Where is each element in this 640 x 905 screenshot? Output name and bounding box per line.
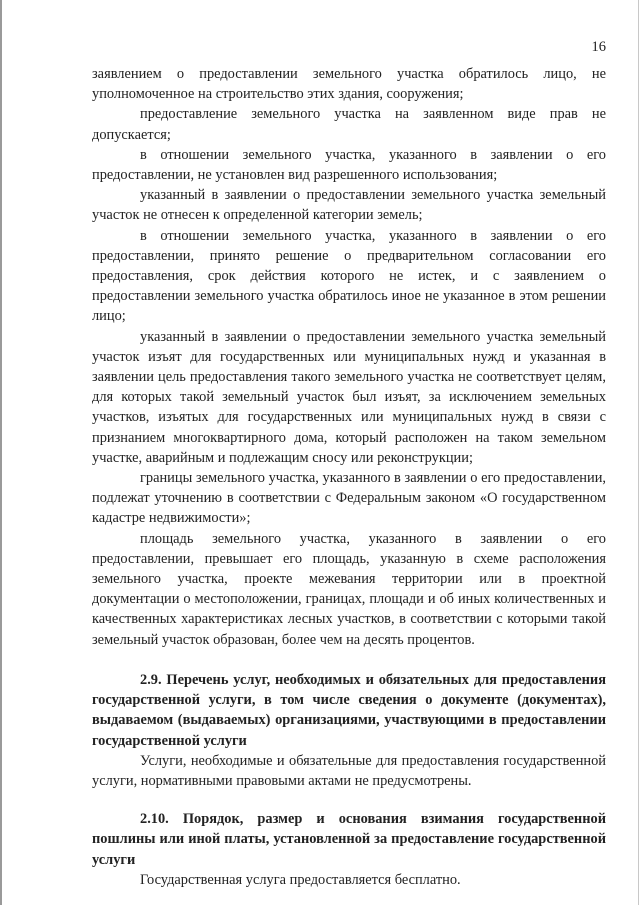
list-item: границы земельного участка, указанного в заявлении о его предоставлении, подлежат уточнению в соответствии с Федеральным законом «О государственном кадастре недвижимости»; <box>92 470 606 527</box>
list-item: площадь земельного участка, указанного в заявлении о его предоставлении, превышает его площадь, указанную в схеме расположения земельного участка, проекте межевания территории или в проектной документации о местоположении, границах, площади и об иных количественных и качественных характеристиках лесных участков, в соответствии с которыми такой земельный участок образован, более чем на десять процентов. <box>92 530 606 648</box>
list-item: в отношении земельного участка, указанного в заявлении о его предоставлении, принято решение о предварительном согласовании его предоставления, срок действия которого не истек, и с заявлением о предоставлении земельного участка обратилось иное не указанное в этом решении лицо; <box>92 227 606 325</box>
page-number: 16 <box>591 39 606 55</box>
section-2-10-body: Государственная услуга предоставляется бесплатно. <box>140 871 461 888</box>
section-2-9-heading: 2.9. Перечень услуг, необходимых и обязательных для предоставления государственной услуги, в том числе сведения о документе (документах), выдаваемом (выдаваемых) организациями, участвующими в предоставлении государственной услуги <box>92 671 606 749</box>
section-2-10-heading: 2.10. Порядок, размер и основания взимания государственной пошлины или иной платы, установленной за предоставление государственной услуги <box>92 811 606 868</box>
list-item: в отношении земельного участка, указанного в заявлении о его предоставлении, не установлен вид разрешенного использования; <box>92 146 606 184</box>
scan-left-edge <box>0 0 2 905</box>
document-body <box>92 64 606 890</box>
list-item: указанный в заявлении о предоставлении земельного участка земельный участок изъят для государственных или муниципальных нужд и указанная в заявлении цель предоставления такого земельного участка не соответствует целям, для которых такой земельный участок был изъят, за исключением земельных участков, изъятых для государственных или муниципальных нужд в связи с признанием многоквартирного дома, который расположен на таком земельном участке, аварийным и подлежащим сносу или реконструкции; <box>92 328 606 466</box>
scan-right-edge <box>638 0 639 905</box>
list-item: предоставление земельного участка на заявленном виде прав не допускается; <box>92 106 606 143</box>
paragraph-continuation: заявлением о предоставлении земельного участка обратилось лицо, не уполномоченное на строительство этих здания, сооружения; <box>92 66 606 103</box>
list-item: указанный в заявлении о предоставлении земельного участка земельный участок не отнесен к определенной категории земель; <box>92 187 606 224</box>
section-2-9-body: Услуги, необходимые и обязательные для предоставления государственной услуги, нормативными правовыми актами не предусмотрены. <box>92 752 606 789</box>
